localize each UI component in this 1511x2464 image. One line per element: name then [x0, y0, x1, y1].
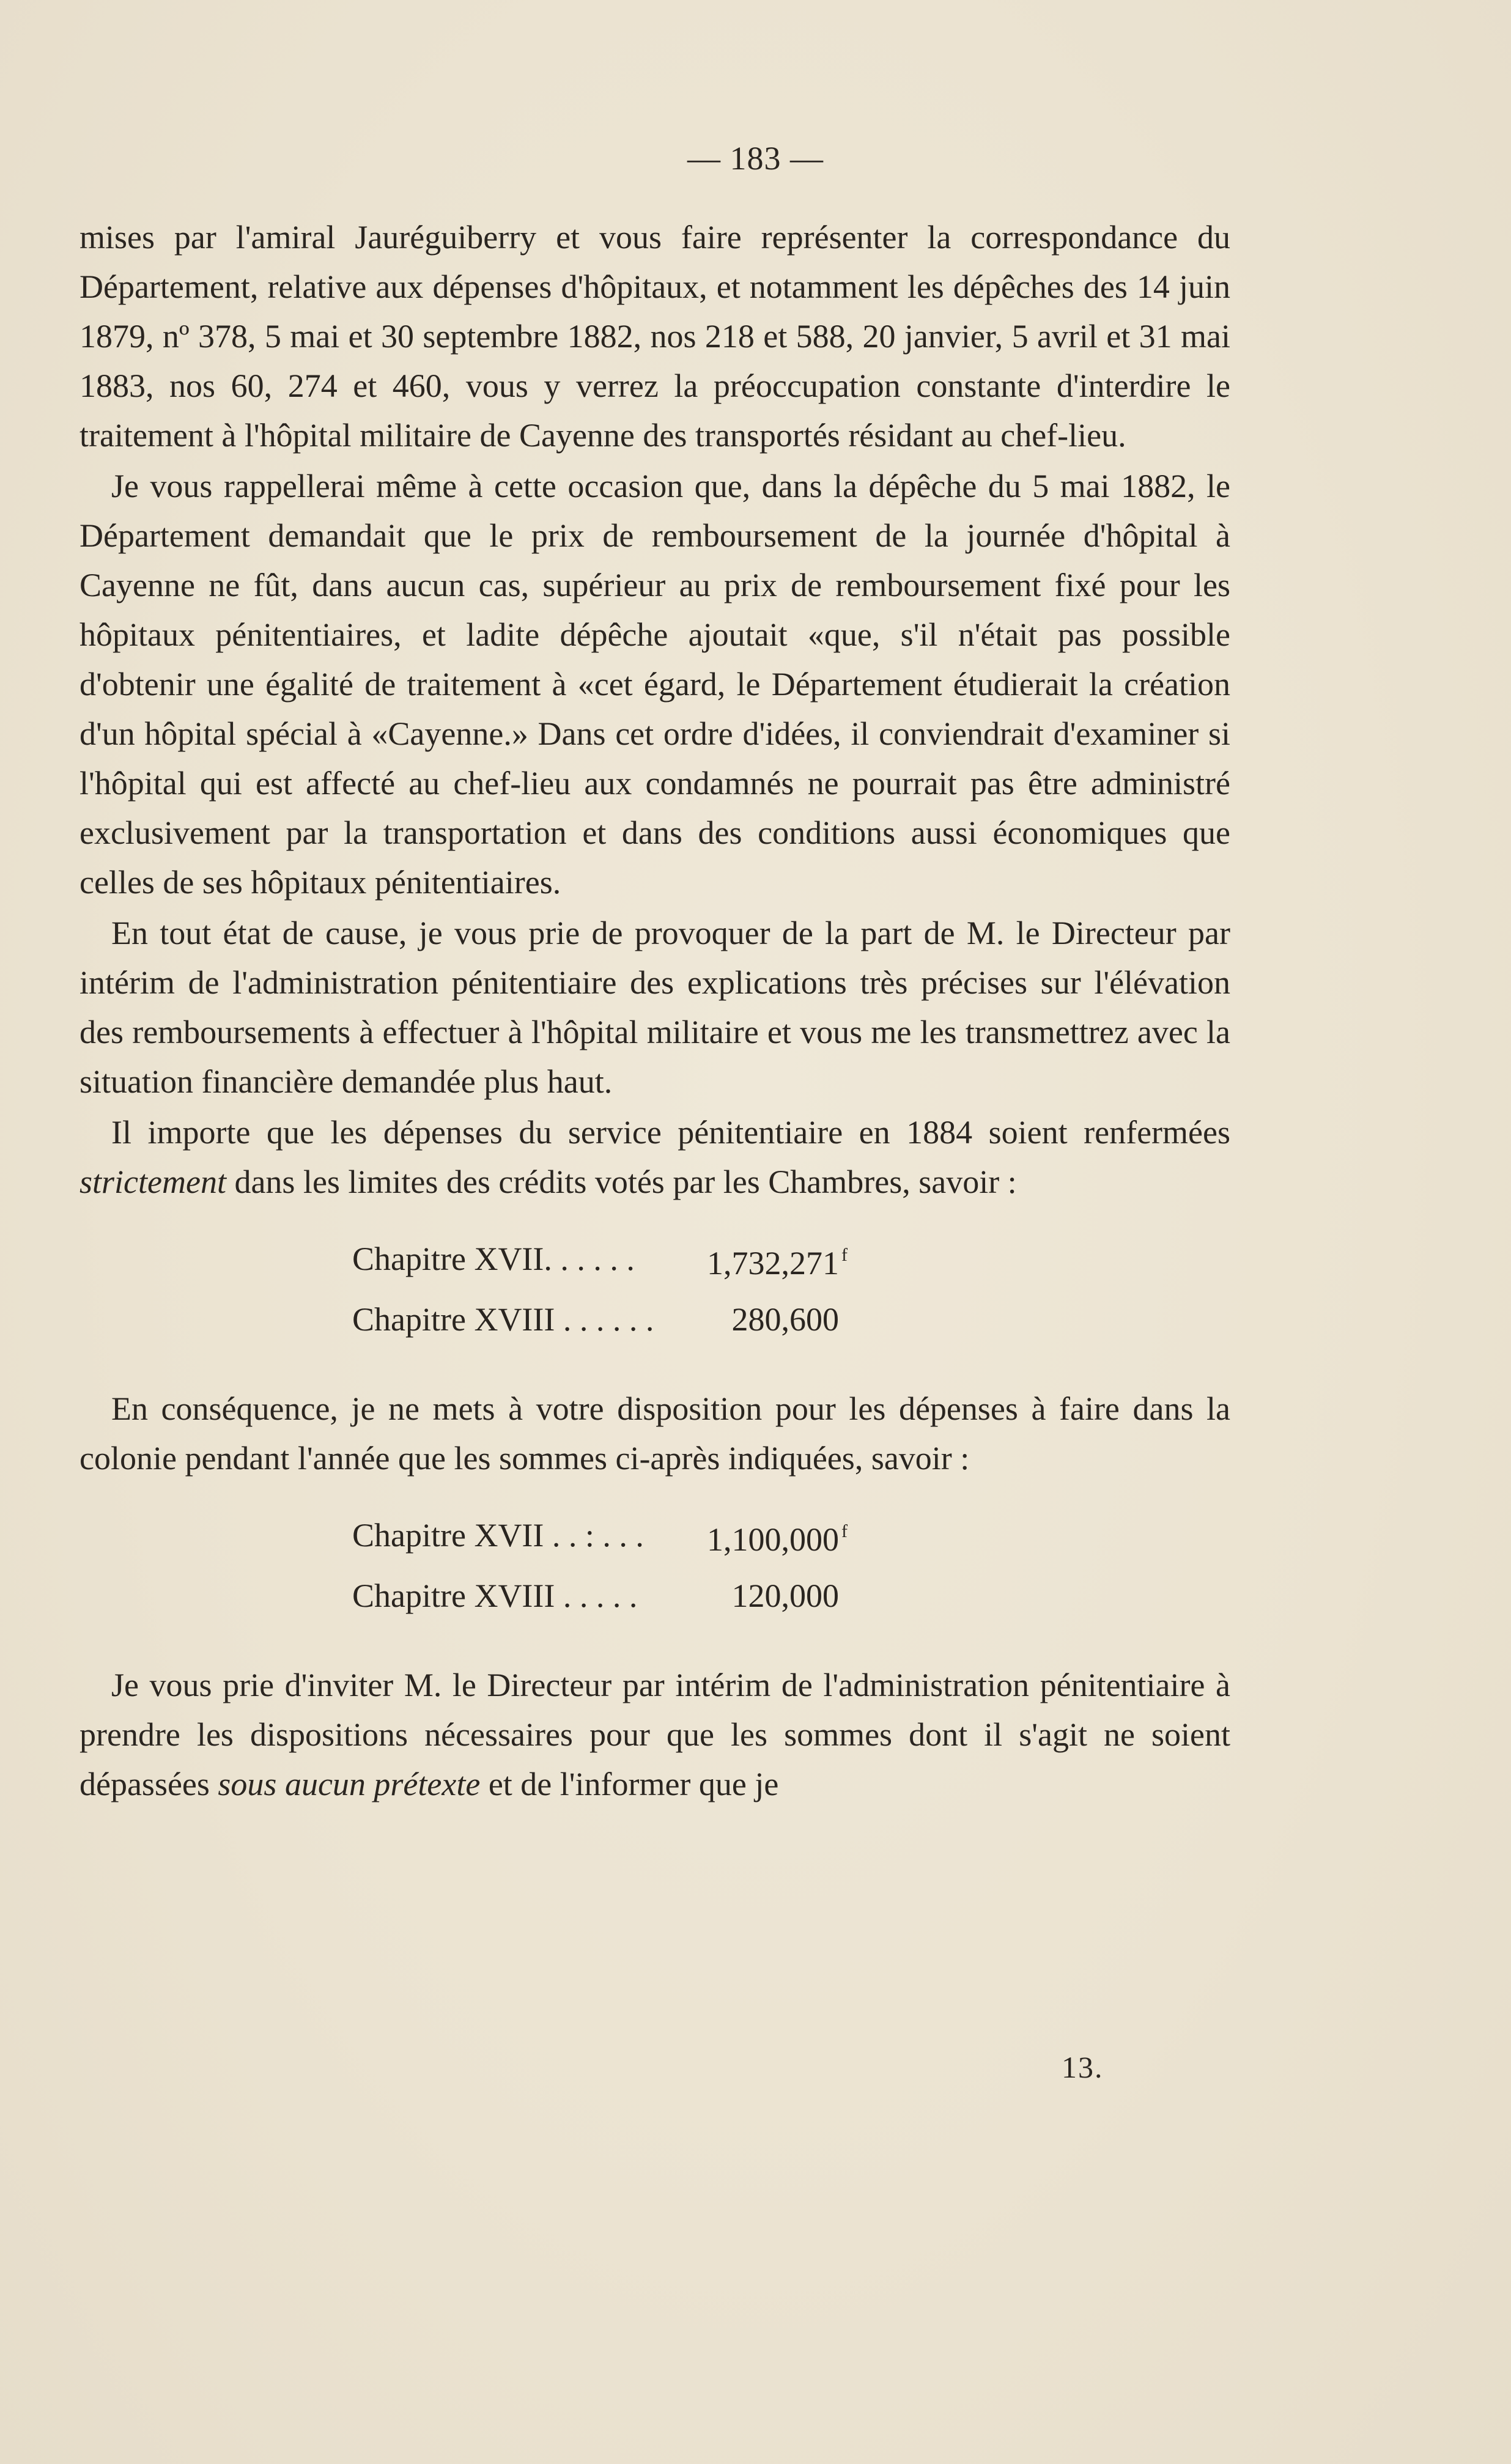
paragraph-3: En tout état de cause, je vous prie de provoquer de la part de M. le Directeur par intérim de l'administration pénitentiaire des explications très précises sur l'élévation des remboursements à effectuer à l'hôpital militaire et vous me les transmettrez avec la situation financière demandée plus haut. [79, 915, 1230, 1100]
emphasis-strictement: strictement [79, 1164, 226, 1200]
chapter-amount [658, 1571, 860, 1621]
body-text [79, 213, 1230, 1809]
currency-unit: f [841, 1245, 848, 1265]
paragraph-4-text: Il importe que les dépenses du service pénitentiaire en 1884 soient renfermées [111, 1114, 1230, 1151]
paragraph-6 [79, 1661, 1230, 1809]
paragraph-2: Je vous rappellerai même à cette occasion que, dans la dépêche du 5 mai 1882, le Département demandait que le prix de remboursement de la journée d'hôpital à Cayenne ne fût, dans aucun cas, supérieur au prix de remboursement fixé pour les hôpitaux pénitentiaires, et ladite dépêche ajoutait «que, s'il n'était pas possible d'obtenir une égalité de traitement à «cet égard, le Département étudierait la création d'un hôpital spécial à «Cayenne.» Dans cet ordre d'idées, il conviendrait d'examiner si l'hôpital qui est affecté au chef-lieu aux condamnés ne pourrait pas être administré exclusivement par la transportation et dans des conditions aussi économiques que celles de ses hôpitaux pénitentiaires. [79, 468, 1230, 901]
paragraph-5: En conséquence, je ne mets à votre disposition pour les dépenses à faire dans la colonie pendant l'année que les sommes ci-après indiquées, savoir : [79, 1390, 1230, 1477]
chapter-label: Chapitre XVIII . . . . . . [352, 1301, 654, 1338]
paragraph-6-text-end: et de l'informer que je [480, 1766, 779, 1802]
page-number: — 183 — [687, 140, 824, 177]
amount-value: 1,100,000 [707, 1521, 839, 1558]
chapter-amount [658, 1230, 860, 1288]
emphasis-sous-aucun-pretexte: sous aucun prétexte [218, 1766, 481, 1802]
paragraph-4 [79, 1108, 1230, 1207]
budget-allocated [79, 1505, 1230, 1626]
budget-voted [79, 1229, 1230, 1350]
paragraph-6-text: Je vous prie d'inviter M. le Directeur par intérim de l'administration pénitentiaire à prendre les dispositions nécessaires pour que les sommes dont il s'agit ne soient dépassées [79, 1667, 1230, 1802]
chapter-label: Chapitre XVII . . : . . . [352, 1517, 644, 1554]
currency-unit: f [841, 1521, 848, 1541]
paragraph-4-text-end: dans les limites des crédits votés par les Chambres, savoir : [226, 1164, 1017, 1200]
budget-row [352, 1289, 1230, 1350]
budget-row [352, 1566, 1230, 1626]
chapter-label: Chapitre XVIII . . . . . [352, 1577, 638, 1614]
amount-value: 1,732,271 [707, 1245, 839, 1282]
chapter-amount [658, 1295, 860, 1345]
amount-value: 280,600 [731, 1301, 839, 1338]
paragraph-1: mises par l'amiral Jauréguiberry et vous faire représenter la correspondance du Département, relative aux dépenses d'hôpitaux, et notamment les dépêches des 14 juin 1879, nº 378, 5 mai et 30 septembre 1882, nos 218 et 588, 20 janvier, 5 avril et 31 mai 1883, nos 60, 274 et 460, vous y verrez la préoccupation constante d'interdire le traitement à l'hôpital militaire de Cayenne des transportés résidant au chef-lieu. [79, 219, 1230, 454]
chapter-label: Chapitre XVII. . . . . . [352, 1241, 635, 1277]
budget-row [352, 1229, 1230, 1289]
budget-row [352, 1505, 1230, 1566]
signature-mark: 13. [1062, 2050, 1104, 2084]
amount-value: 120,000 [731, 1577, 839, 1614]
chapter-amount [658, 1507, 860, 1565]
